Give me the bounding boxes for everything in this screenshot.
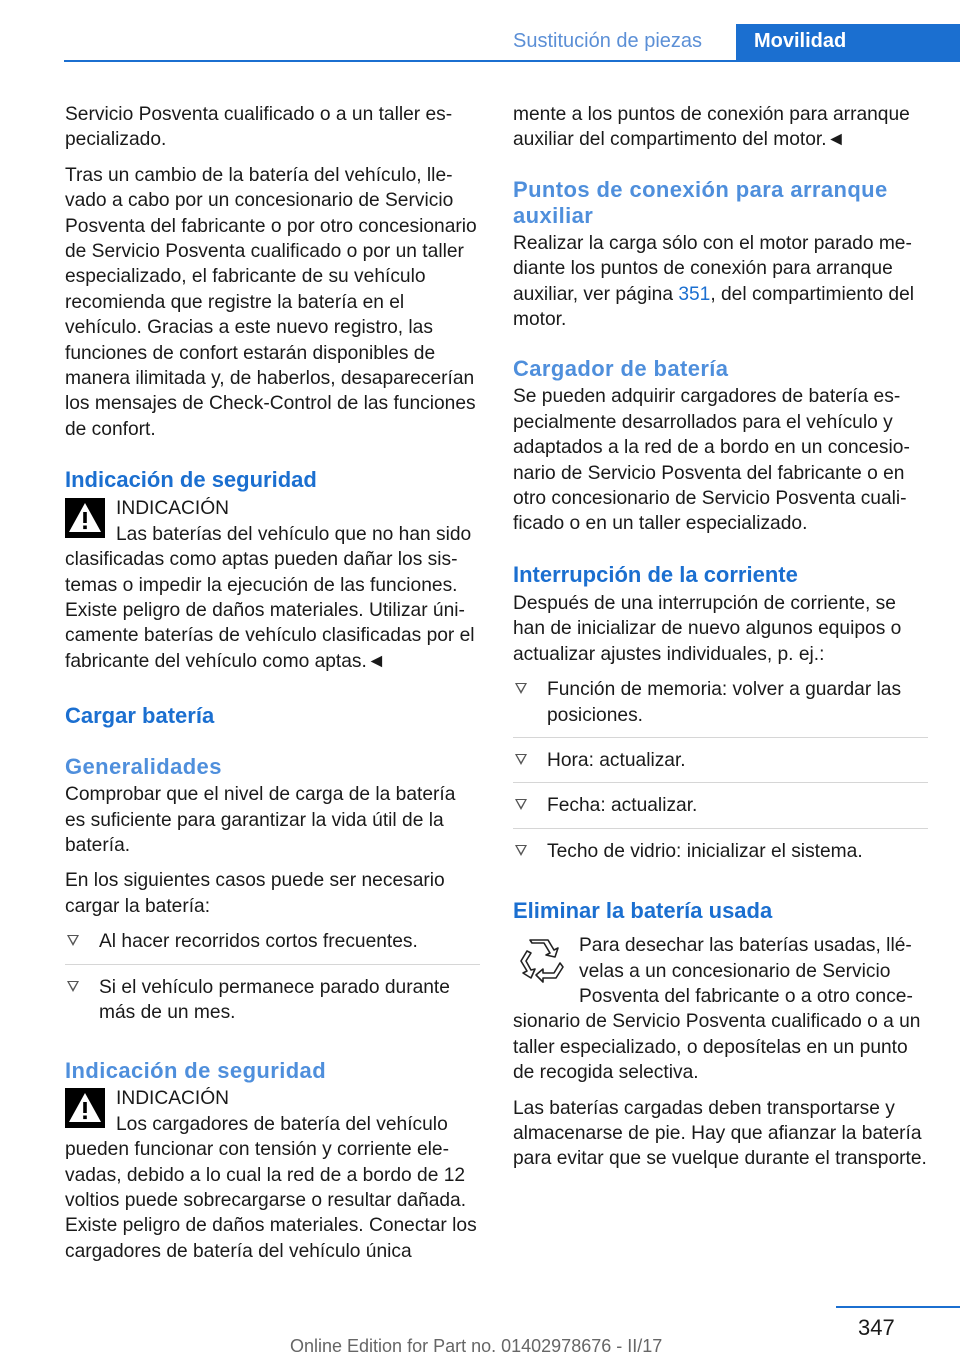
page-reference-link[interactable]: 351 bbox=[678, 283, 711, 305]
warning-text: Los cargadores de batería del vehículo pueden funcionar con tensión y corriente elevadas, debido a lo cual la red de a bordo de 12 voltios puede sobrecargarse o resultar dañada. Existe peligro de daños materiales. Conectar los cargadores de batería del vehículo única bbox=[65, 1113, 477, 1262]
header-chapter-tab[interactable] bbox=[736, 24, 960, 62]
warning-triangle-icon bbox=[65, 1088, 105, 1128]
subheading-jump-start-points: Puntos de conexión para arranque auxiliar bbox=[513, 176, 888, 228]
subheading-safety-note: Indicación de seguridad bbox=[65, 1058, 327, 1084]
paragraph: Comprobar que el nivel de carga de la batería es suficiente para garantizar la vida útil de la batería. bbox=[65, 784, 456, 856]
paragraph: Servicio Posventa cualificado o a un taller especializado. bbox=[65, 104, 453, 151]
paragraph: Se pueden adquirir cargadores de batería especialmente desarrollados para el vehículo y adaptados a la red de a bordo en un concesionario de Servicio Posventa del fabricante o en otro concesionario de Servicio Posventa cualificado o en un taller especializado. bbox=[513, 386, 910, 535]
recycle-icon bbox=[515, 937, 565, 991]
paragraph: Las baterías cargadas deben transportarse y almacenarse de pie. Hay que afianzar la batería para evitar que se vuelque durante el transporte. bbox=[513, 1097, 927, 1170]
paragraph: Para desechar las baterías usadas, llévelas a un concesionario de Servicio Posventa del fabricante o a otro concesionario de Servicio Posventa cualificado o a un taller especializado, o deposítelas en un punto de recogida selectiva. bbox=[513, 935, 921, 1084]
left-column bbox=[65, 102, 480, 1274]
warning-block bbox=[65, 1086, 480, 1264]
paragraph: En los siguientes casos puede ser necesario cargar la batería: bbox=[65, 870, 445, 917]
header-chapter-label: Movilidad bbox=[754, 30, 847, 52]
list-item: Función de memoria: volver a guardar las posiciones. bbox=[513, 677, 928, 738]
list-triangle-icon bbox=[67, 981, 79, 992]
bullet-list bbox=[65, 929, 480, 1034]
paragraph: Realizar la carga sólo con el motor parado mediante los puntos de conexión para arranque auxiliar, ver página 351, del compartimiento del motor. bbox=[513, 232, 915, 331]
list-item: Techo de vidrio: inicializar el sistema. bbox=[513, 839, 928, 873]
list-item: Fecha: actualizar. bbox=[513, 793, 928, 828]
heading-power-interruption: Interrupción de la corriente bbox=[513, 561, 798, 587]
warning-title: INDICACIÓN bbox=[116, 498, 229, 520]
bullet-list bbox=[513, 677, 928, 873]
list-triangle-icon bbox=[515, 754, 527, 765]
page-number-rule bbox=[836, 1306, 960, 1308]
subheading-battery-charger: Cargador de batería bbox=[513, 356, 729, 382]
paragraph: mente a los puntos de conexión para arranque auxiliar del compartimento del motor.◄ bbox=[513, 104, 910, 151]
right-column bbox=[513, 102, 928, 1182]
heading-charge-battery: Cargar batería bbox=[65, 703, 215, 729]
page-header bbox=[0, 0, 960, 62]
list-item: Al hacer recorridos cortos frecuentes. bbox=[65, 929, 480, 964]
list-triangle-icon bbox=[67, 935, 79, 946]
warning-text: Las baterías del vehículo que no han sido clasificadas como aptas pueden dañar los sistemas o impedir la ejecución de las funciones. Existe peligro de daños materiales. Utilizar únicamente baterías de vehículo clasificadas por el fabricante del vehículo como aptas.◄ bbox=[65, 523, 475, 672]
list-triangle-icon bbox=[515, 845, 527, 856]
warning-triangle-icon bbox=[65, 498, 105, 538]
list-item: Hora: actualizar. bbox=[513, 748, 928, 783]
list-triangle-icon bbox=[515, 799, 527, 810]
page-number: 347 bbox=[858, 1315, 895, 1340]
heading-dispose-battery: Eliminar la batería usada bbox=[513, 898, 773, 924]
subheading-general: Generalidades bbox=[65, 754, 222, 780]
list-triangle-icon bbox=[515, 683, 527, 694]
warning-block bbox=[65, 496, 480, 674]
list-item: Si el vehículo permanece parado durante más de un mes. bbox=[65, 975, 480, 1035]
paragraph: Tras un cambio de la batería del vehículo, llevado a cabo por un concesionario de Servicio Posventa del fabricante o por otro concesionario de Servicio Posventa cualificado o por un taller especializado, el fabricante de su vehículo recomienda que registre la batería en el vehículo. Gracias a este nuevo registro, las funciones de confort estarán disponibles de manera ilimitada y, de haberlos, desaparecerían los mensajes de Check-Control de las funciones de confort. bbox=[65, 164, 477, 440]
edition-footer: Online Edition for Part no. 01402978676 - II/17 bbox=[290, 1336, 663, 1356]
warning-title: INDICACIÓN bbox=[116, 1088, 229, 1110]
header-rule bbox=[64, 60, 960, 62]
header-section-title[interactable]: Sustitución de piezas bbox=[513, 30, 703, 52]
heading-safety-note: Indicación de seguridad bbox=[65, 467, 317, 493]
paragraph: Después de una interrupción de corriente, se han de inicializar de nuevo algunos equipos o actualizar ajustes individuales, p. ej.: bbox=[513, 592, 902, 665]
